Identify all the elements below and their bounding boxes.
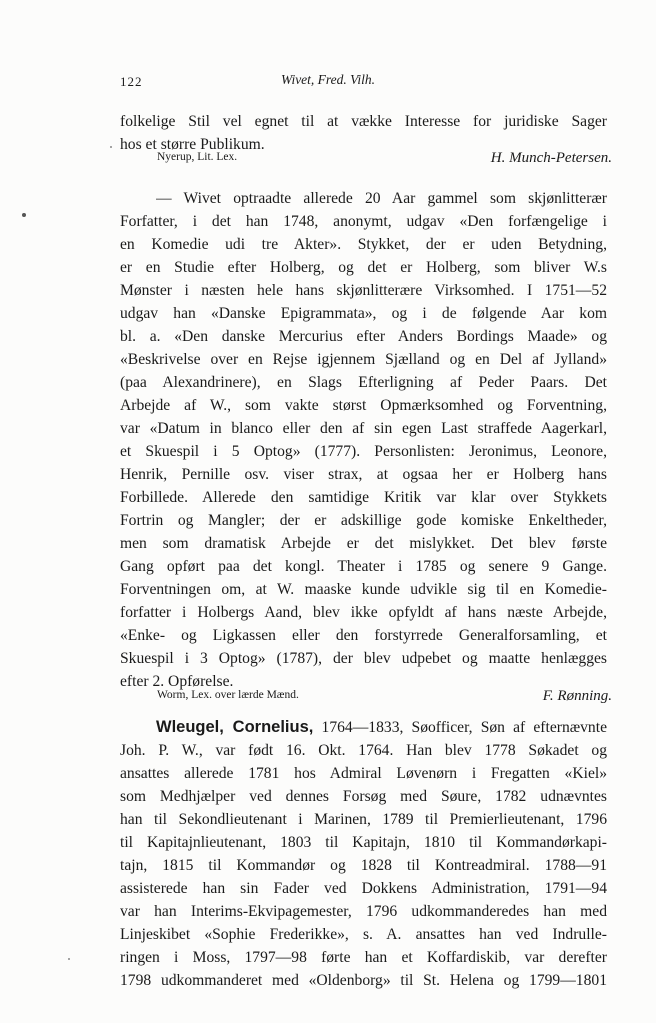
margin-ink-mark <box>22 213 26 217</box>
text-line: — Wivet optraadte allerede 20 Aar gammel som skjønlitterær <box>156 190 607 207</box>
running-title: Wivet, Fred. Vilh. <box>280 72 376 87</box>
entry-headword: Wleugel, Cornelius, <box>156 718 314 736</box>
text-line: ansattes allerede 1781 hos Admiral Løvenørn i Fregatten «Kiel» <box>120 765 607 782</box>
text-line: Forventningen om, at W. maaske kunde udvikle sig til en Komedie- <box>120 581 607 598</box>
text-line: Fortrin og Mangler; der er adskillige gode komiske Enkeltheder, <box>120 512 607 529</box>
text-line: men som dramatisk Arbejde er det mislykket. Det blev første <box>120 535 607 552</box>
text-line: efter 2. Opførelse. <box>120 673 234 690</box>
text-line: til Kapitajnlieutenant, 1803 til Kapitajn, 1810 til Kommandørkapi- <box>120 834 607 851</box>
text-line: (paa Alexandrinere), en Slags Efterligning af Peder Paars. Det <box>120 374 607 391</box>
text-line: Henrik, Pernille osv. viser strax, at ogsaa her er Holberg hans <box>120 466 607 483</box>
author-signature: F. Rønning. <box>542 688 612 704</box>
entry-first-line <box>156 716 607 739</box>
text-line: Linjeskibet «Sophie Frederikke», s. A. ansattes han ved Indrulle- <box>120 926 607 943</box>
text-line: Gang opført paa det kongl. Theater i 1785 og senere 9 Gange. <box>120 558 607 575</box>
text-line: var «Datum in blanco eller den af sin egen Last straffede Aagerkarl, <box>120 420 607 437</box>
text-line: forfatter i Holbergs Aand, blev ikke opfyldt af hans næste Arbejde, <box>120 604 607 621</box>
scan-speck <box>68 958 70 960</box>
text-line: Forbillede. Allerede den samtidige Kritik var klar over Stykkets <box>120 489 607 506</box>
text-line: «Beskrivelse over en Rejse igjennem Sjælland og en Del af Jylland» <box>120 351 607 368</box>
source-reference: Worm, Lex. over lærde Mænd. <box>157 689 299 701</box>
text-line: assisterede han sin Fader ved Dokkens Administration, 1791—94 <box>120 880 607 897</box>
text-line: hos et større Publikum. <box>120 136 265 153</box>
text-line: Joh. P. W., var født 16. Okt. 1764. Han blev 1778 Søkadet og <box>120 742 607 759</box>
text-line: Skuespil i 3 Optog» (1787), der blev udpebet og maatte henlægges <box>120 650 607 667</box>
text-line: han til Sekondlieutenant i Marinen, 1789 til Premierlieutenant, 1796 <box>120 811 607 828</box>
text-line: er en Studie efter Holberg, og det er Holberg, som bliver W.s <box>120 259 607 276</box>
text-line: Forfatter, i det han 1748, anonymt, udgav «Den forfængelige i <box>120 213 607 230</box>
author-signature: H. Munch-Petersen. <box>490 150 612 166</box>
text-line: Arbejde af W., som vakte størst Opmærksomhed og Forventning, <box>120 397 607 414</box>
text-line: bl. a. «Den danske Mercurius efter Anders Bordings Maade» og <box>120 328 607 345</box>
text-line: folkelige Stil vel egnet til at vække Interesse for juridiske Sager <box>120 113 607 130</box>
text-line: ringen i Moss, 1797—98 førte han et Koffardiskib, var derefter <box>120 949 607 966</box>
text-line: Mønster i næsten hele hans skjønlitterære Virksomhed. I 1751—52 <box>120 282 607 299</box>
text-line: var han Interims-Ekvipagemester, 1796 udkommanderedes han med <box>120 903 607 920</box>
source-reference: Nyerup, Lit. Lex. <box>157 151 238 163</box>
entry-first-line-text: 1764—1833, Søofficer, Søn af efternævnte <box>321 719 607 736</box>
text-line: som Medhjælper ved dennes Forsøg med Søure, 1782 udnævntes <box>120 788 607 805</box>
text-line: «Enke- og Ligkassen eller den forstyrrede Generalforsamling, et <box>120 627 607 644</box>
text-line: en Komedie udi tre Akter». Stykket, der er uden Betydning, <box>120 236 607 253</box>
text-line: 1798 udkommanderet med «Oldenborg» til St. Helena og 1799—1801 <box>120 972 607 989</box>
text-line: udgav han «Danske Epigrammata», og i de følgende Aar kom <box>120 305 607 322</box>
text-line: et Skuespil i 5 Optog» (1777). Personlisten: Jeronimus, Leonore, <box>120 443 607 460</box>
text-line: tajn, 1815 til Kommandør og 1828 til Kontreadmiral. 1788—91 <box>120 857 607 874</box>
page-number: 122 <box>120 74 143 89</box>
scan-speck <box>110 146 112 148</box>
